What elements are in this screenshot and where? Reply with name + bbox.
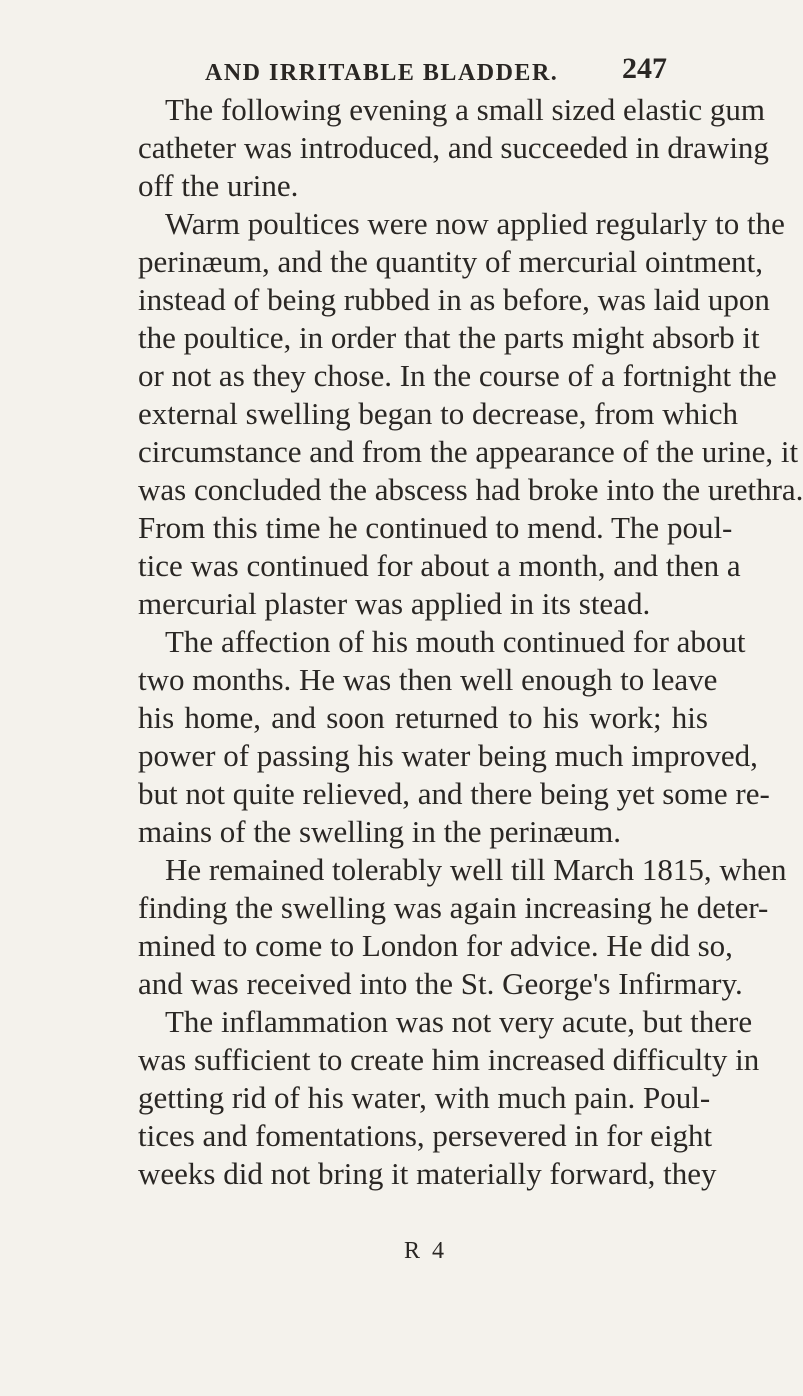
text-line: tices and fomentations, persevered in for eight xyxy=(138,1118,713,1153)
text-line: mercurial plaster was applied in its stead. xyxy=(138,586,651,621)
text-line: mined to come to London for advice. He did so, xyxy=(138,928,733,963)
text-line: From this time he continued to mend. The poul- xyxy=(138,510,733,545)
text-line: perinæum, and the quantity of mercurial ointment, xyxy=(138,244,764,279)
text-line: his home, and soon returned to his work; his xyxy=(138,700,708,735)
text-line: mains of the swelling in the perinæum. xyxy=(138,814,622,849)
text-line: catheter was introduced, and succeeded in drawing xyxy=(138,130,769,165)
text-line: the poultice, in order that the parts might absorb it xyxy=(138,320,760,355)
text-line: The following evening a small sized elastic gum xyxy=(165,92,766,127)
text-line: finding the swelling was again increasing he deter- xyxy=(138,890,769,925)
running-head xyxy=(0,52,800,88)
text-line: off the urine. xyxy=(138,168,299,203)
text-line: and was received into the St. George's Infirmary. xyxy=(138,966,743,1001)
text-line: Warm poultices were now applied regularly to the xyxy=(165,206,785,241)
text-line: instead of being rubbed in as before, was laid upon xyxy=(138,282,770,317)
text-line: was sufficient to create him increased difficulty in xyxy=(138,1042,760,1077)
text-line: external swelling began to decrease, from which xyxy=(138,396,738,431)
text-line: The affection of his mouth continued for about xyxy=(165,624,746,659)
text-line: The inflammation was not very acute, but there xyxy=(165,1004,753,1039)
text-line: two months. He was then well enough to leave xyxy=(138,662,718,697)
text-line: getting rid of his water, with much pain. Poul- xyxy=(138,1080,711,1115)
page-number: 247 xyxy=(622,52,667,85)
text-line: weeks did not bring it materially forward, they xyxy=(138,1156,717,1191)
text-line: or not as they chose. In the course of a fortnight the xyxy=(138,358,777,393)
text-line: tice was continued for about a month, and then a xyxy=(138,548,741,583)
text-line: but not quite relieved, and there being yet some re- xyxy=(138,776,770,811)
text-line: was concluded the abscess had broke into the urethra. xyxy=(138,472,803,507)
running-title: AND IRRITABLE BLADDER. xyxy=(205,60,559,86)
text-line: He remained tolerably well till March 1815, when xyxy=(165,852,787,887)
signature-mark: R 4 xyxy=(404,1238,448,1264)
text-line: circumstance and from the appearance of the urine, it xyxy=(138,434,799,469)
text-line: power of passing his water being much improved, xyxy=(138,738,758,773)
